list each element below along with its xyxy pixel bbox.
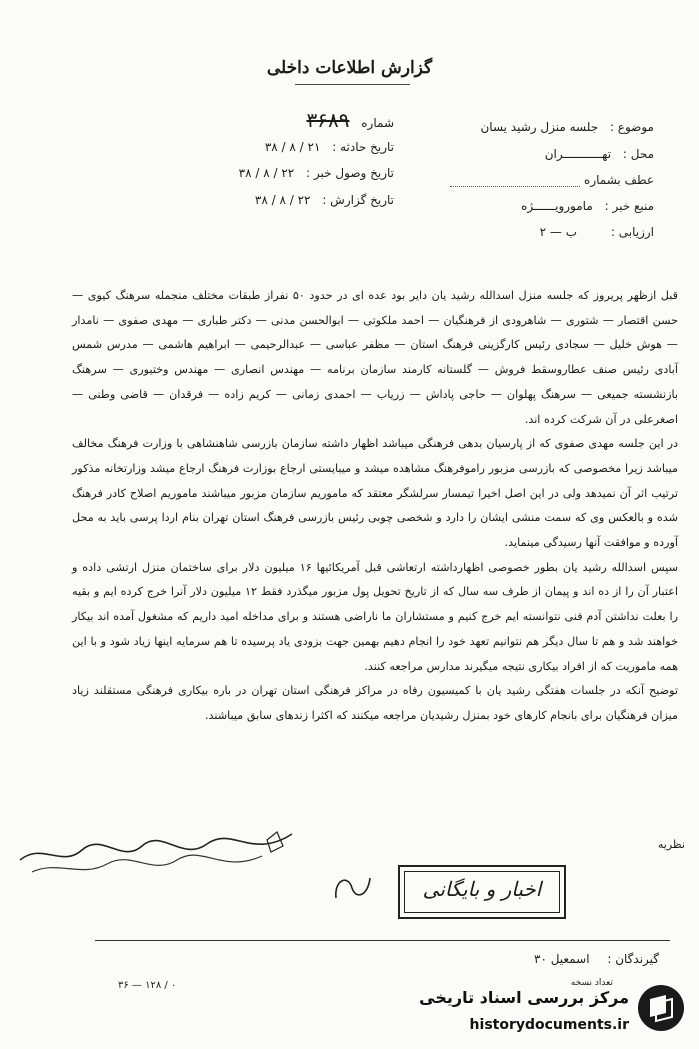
meta-source-label: منبع خبر : bbox=[604, 199, 654, 213]
meta-event-date-value: ۲۱ / ۸ / ۳۸ bbox=[264, 140, 321, 154]
body-paragraph: در این جلسه مهدی صفوی که از پارسیان بدهی فرهنگی میباشد اظهار داشته سازمان بازرسی شاهنشاهی با وزارت فرهنگ مخالف میباشد زیرا مخصوصی که بازرسی مزبور راموفرهنگ مشاهده میشد و میبایستی ارجاع بوزارت فرهنگ ارجاع میشد وزارتخانه مذکور ترتیب اثر آن نمیدهد ولی در این اصل اخیرا تیمسار سرلشگر معتقد که ماموریم سازمان مزبور میباشند ماموریم اصلاح کادر فرهنگ شده و بالعکس وی که سمت منشی ایشان را دارد و شخصی چوبی رئیس بازرسی فرهنگ استان تهران بنام اردا پرسی باید به محل آورده و موافقت آنها رسیدگی مینماید. bbox=[72, 437, 678, 550]
meta-source bbox=[521, 199, 654, 213]
meta-evaluation-label: ارزیابی : bbox=[610, 225, 654, 239]
report-title: گزارش اطلاعات داخلی bbox=[266, 58, 433, 78]
watermark-fa: مرکز بررسی اسناد تاریخی bbox=[419, 988, 629, 1007]
meta-reference-dots bbox=[450, 176, 580, 187]
meta-reference bbox=[450, 173, 654, 187]
file-code: ۳۶ — ۱۲۸ / ۰ bbox=[118, 980, 177, 991]
body-paragraph: قبل ازظهر پریروز که جلسه منزل اسدالله رشید یان دایر بود عده ای در حدود ۵۰ نفراز طبقات مختلف منجمله سرهنگ کیوی — حسن اقتصار — شتوری — شاهرودی از فرهنگیان — احمد ملکوتی — ابوالحسن مدنی — دکتر طباری — مهدی صفوی — نامدار — هوش خلیل — سجادی رئیس کارگزینی فرهنگ استان — مظفر عباسی — عبدالرحیمی — ابراهیم هاشمی — مدرس شمس آبادی رئیس صنف عطاروسقط فروش — گلستانه کارمند سازمان برنامه — مهندس انصاری — مهندس وختیوری — سرهنگ بازنشسته جمیعی — سرهنگ پهلوان — حاجی پاداش — زریاب — احمدی زمانی — کریم زاده — فرقدان — قاضی وطنی — اصغرعلی در آن شرکت کرده اند. bbox=[72, 289, 678, 426]
meta-subject-value: جلسه منزل رشید یسان bbox=[480, 120, 599, 134]
watermark-url: historydocuments.ir bbox=[469, 1017, 629, 1033]
meta-subject-label: موضوع : bbox=[609, 120, 654, 134]
meta-report-date-label: تاریخ گزارش : bbox=[322, 193, 394, 207]
meta-evaluation-value: ب — ۲ bbox=[539, 225, 578, 239]
handwritten-note bbox=[12, 820, 302, 880]
stamp-text: اخبار و بایگانی bbox=[422, 877, 542, 901]
body-paragraph: سپس اسدالله رشید یان بطور خصوصی اظهارداشته ارتعاشی قبل آمریکائیها ۱۶ میلیون دلار برای ساختمان منزل ارتشی داده و اعتبار آن را از ده اند و پیمان از طرف سه سال که از تاریخ تحویل پول مزبور میگذرد فقط ۱۲ میلیون دلار آنرا خرج کرده ایم و بقیه را بعلت نداشتن آدم فنی نتوانسته ایم خرج کنیم و مستشاران ما ناراضی هستند و برای مداخله امید داریم که مشغول آمده اند بیکار خواهند شد و هم تا سال دیگر هم نتوانیم تعهد خود را انجام دهیم بهمین جهت بزودی یاد پرسیده تا هم سرمایه اینها زیاد شود و با این همه ماموریت که از افراد بیکاری نتیجه میگیرند مدارس مراجعه کنند. bbox=[72, 560, 679, 673]
recipients bbox=[534, 952, 659, 966]
meta-source-value: مامورویــــــژه bbox=[521, 199, 593, 213]
meta-number-value: ۳۶۸۹ bbox=[306, 108, 350, 132]
footer-rule bbox=[95, 940, 670, 941]
meta-reference-label: عطف بشماره bbox=[584, 173, 654, 187]
archive-stamp bbox=[398, 865, 566, 919]
body-paragraph: توضیح آنکه در جلسات هفتگی رشید یان با کمیسیون رفاه در مراکز فرهنگی استان تهران در باره بیکاری فرهنگی مستقلند زیاد میزان فرهنگیان برای بانجام کارهای خود بمنزل رشیدیان مراجعه میکنند که اکثرا زندهای سابق میباشند. bbox=[72, 684, 678, 722]
meta-place-label: محل : bbox=[622, 147, 654, 161]
report-body bbox=[72, 284, 678, 729]
meta-received-date-value: ۲۲ / ۸ / ۳۸ bbox=[238, 166, 295, 180]
meta-subject bbox=[480, 120, 654, 134]
handwritten-mark bbox=[330, 870, 375, 906]
meta-number bbox=[306, 108, 394, 132]
meta-report-date-value: ۲۲ / ۸ / ۳۸ bbox=[254, 193, 311, 207]
meta-number-label: شماره bbox=[361, 116, 394, 130]
meta-report-date bbox=[255, 193, 394, 207]
meta-place-value: تهـــــــــــران bbox=[544, 147, 612, 161]
archive-logo-icon bbox=[636, 983, 686, 1033]
recipients-label: گیرندگان : bbox=[607, 952, 659, 966]
copies-label: تعداد نسخه bbox=[570, 978, 613, 988]
meta-event-date bbox=[265, 140, 394, 154]
meta-evaluation bbox=[540, 225, 654, 239]
opinion-label: نظریه bbox=[657, 838, 685, 851]
recipients-value: اسمعیل ۳۰ bbox=[534, 952, 590, 966]
meta-place bbox=[545, 147, 654, 161]
meta-event-date-label: تاریخ حادثه : bbox=[332, 140, 394, 154]
meta-received-date bbox=[239, 166, 394, 180]
meta-received-date-label: تاریخ وصول خبر : bbox=[306, 166, 394, 180]
title-underline bbox=[295, 84, 410, 85]
